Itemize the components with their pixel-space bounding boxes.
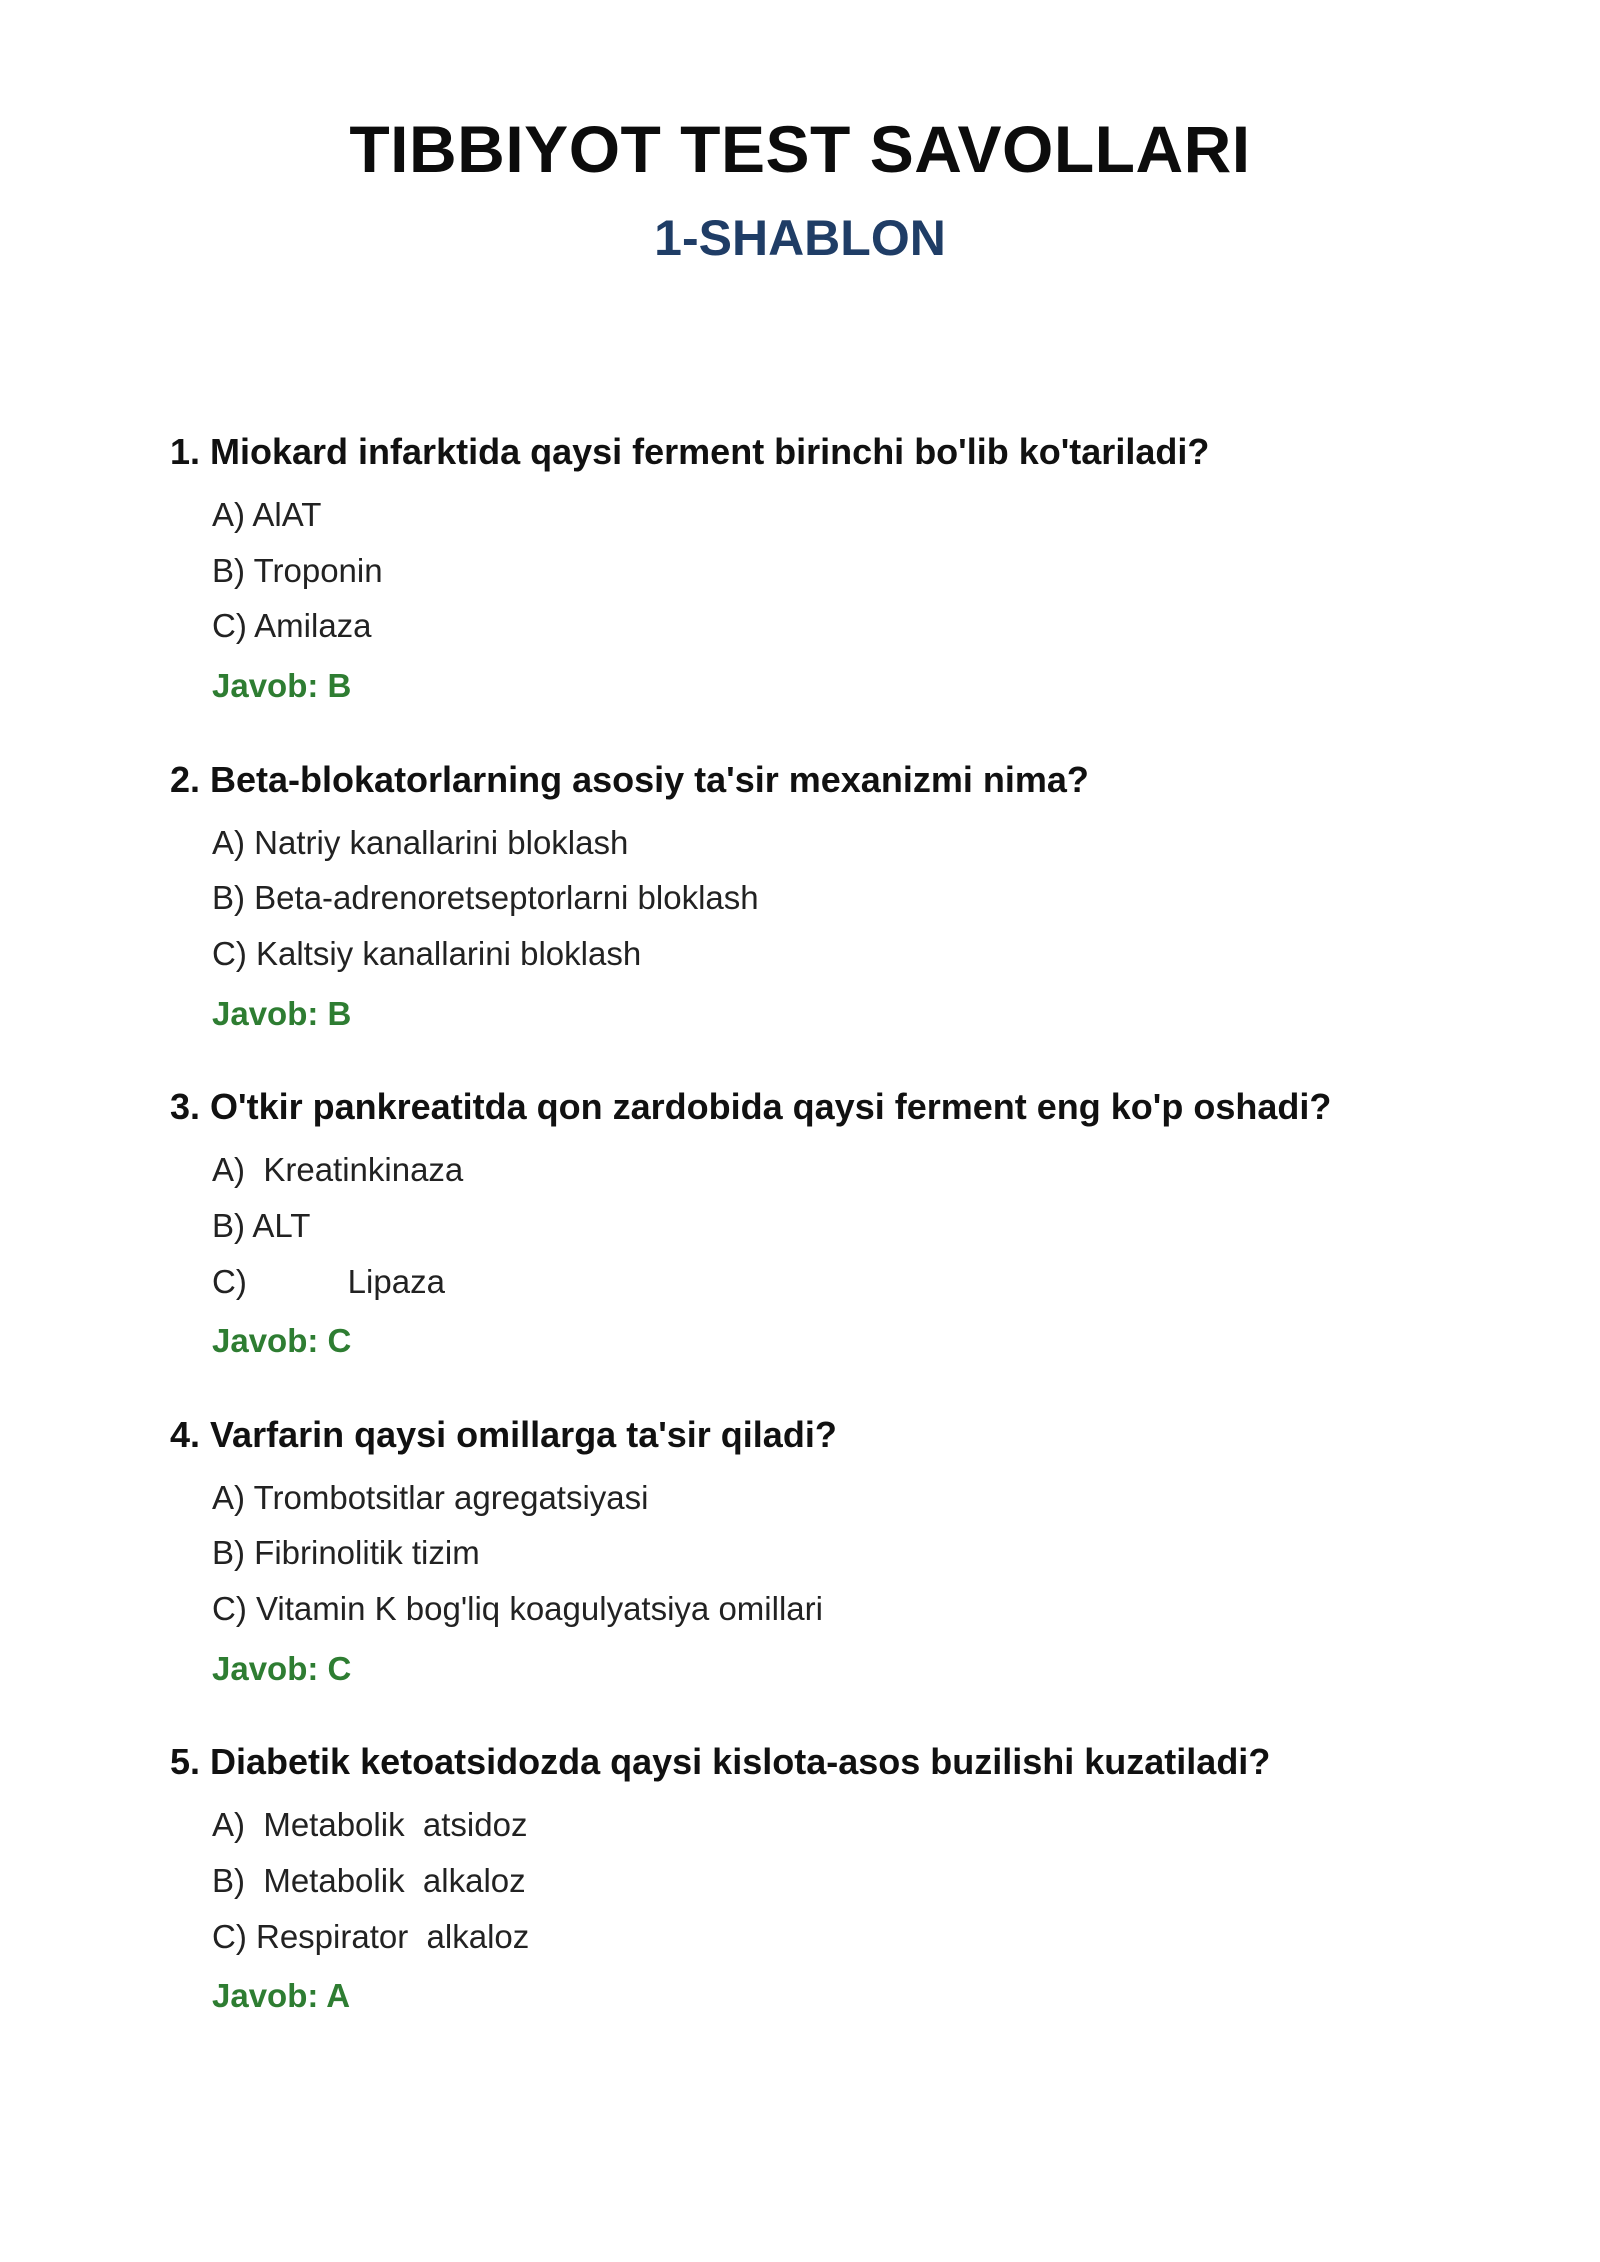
- option-b: B) Troponin: [212, 551, 383, 589]
- question-1: [170, 430, 1470, 706]
- option-list: [170, 823, 1470, 974]
- option-a: A) Kreatinkinaza: [212, 1151, 464, 1189]
- option-list: [170, 495, 1470, 646]
- answer-label: Javob: B: [212, 666, 352, 704]
- answer-label: Javob: B: [212, 994, 352, 1032]
- option-list: [170, 1478, 1470, 1629]
- answer-label: Javob: A: [212, 1977, 351, 2015]
- question-2: [170, 758, 1470, 1034]
- option-b: B) ALT: [212, 1206, 311, 1244]
- question-text: 2. Beta-blokatorlarning asosiy ta'sir mexanizmi nima?: [170, 758, 1089, 800]
- question-text: 1. Miokard infarktida qaysi ferment birinchi bo'lib ko'tariladi?: [170, 431, 1210, 472]
- option-a: A) Metabolik atsidoz: [212, 1806, 528, 1844]
- option-b: B) Fibrinolitik tizim: [212, 1534, 480, 1572]
- option-b: B) Beta-adrenoretseptorlarni bloklash: [212, 879, 759, 917]
- question-text: 3. O'tkir pankreatitda qon zardobida qaysi ferment eng ko'p oshadi?: [170, 1086, 1332, 1128]
- question-3: [170, 1085, 1470, 1361]
- option-a: A) AlAT: [212, 496, 322, 534]
- answer-label: Javob: C: [212, 1322, 352, 1360]
- option-c: C) Amilaza: [212, 607, 372, 645]
- answer-label: Javob: C: [212, 1649, 352, 1687]
- option-c: C) Respirator alkaloz: [212, 1917, 530, 1955]
- option-c: C) Lipaza: [212, 1262, 445, 1300]
- question-5: [170, 1740, 1470, 2016]
- document-header: [0, 112, 1600, 267]
- option-c: C) Vitamin K bog'liq koagulyatsiya omillari: [212, 1590, 823, 1628]
- option-a: A) Trombotsitlar agregatsiyasi: [212, 1478, 649, 1516]
- option-c: C) Kaltsiy kanallarini bloklash: [212, 934, 642, 972]
- question-text: 4. Varfarin qaysi omillarga ta'sir qiladi?: [170, 1413, 837, 1455]
- option-list: [170, 1805, 1470, 1956]
- question-text: 5. Diabetik ketoatsidozda qaysi kislota-asos buzilishi kuzatiladi?: [170, 1741, 1271, 1783]
- page-title: TIBBIYOT TEST SAVOLLARI: [349, 112, 1251, 186]
- option-a: A) Natriy kanallarini bloklash: [212, 823, 629, 861]
- page-subtitle: 1-SHABLON: [654, 209, 946, 266]
- question-4: [170, 1413, 1470, 1689]
- option-b: B) Metabolik alkaloz: [212, 1862, 526, 1900]
- option-list: [170, 1150, 1470, 1301]
- question-list: [170, 430, 1470, 2068]
